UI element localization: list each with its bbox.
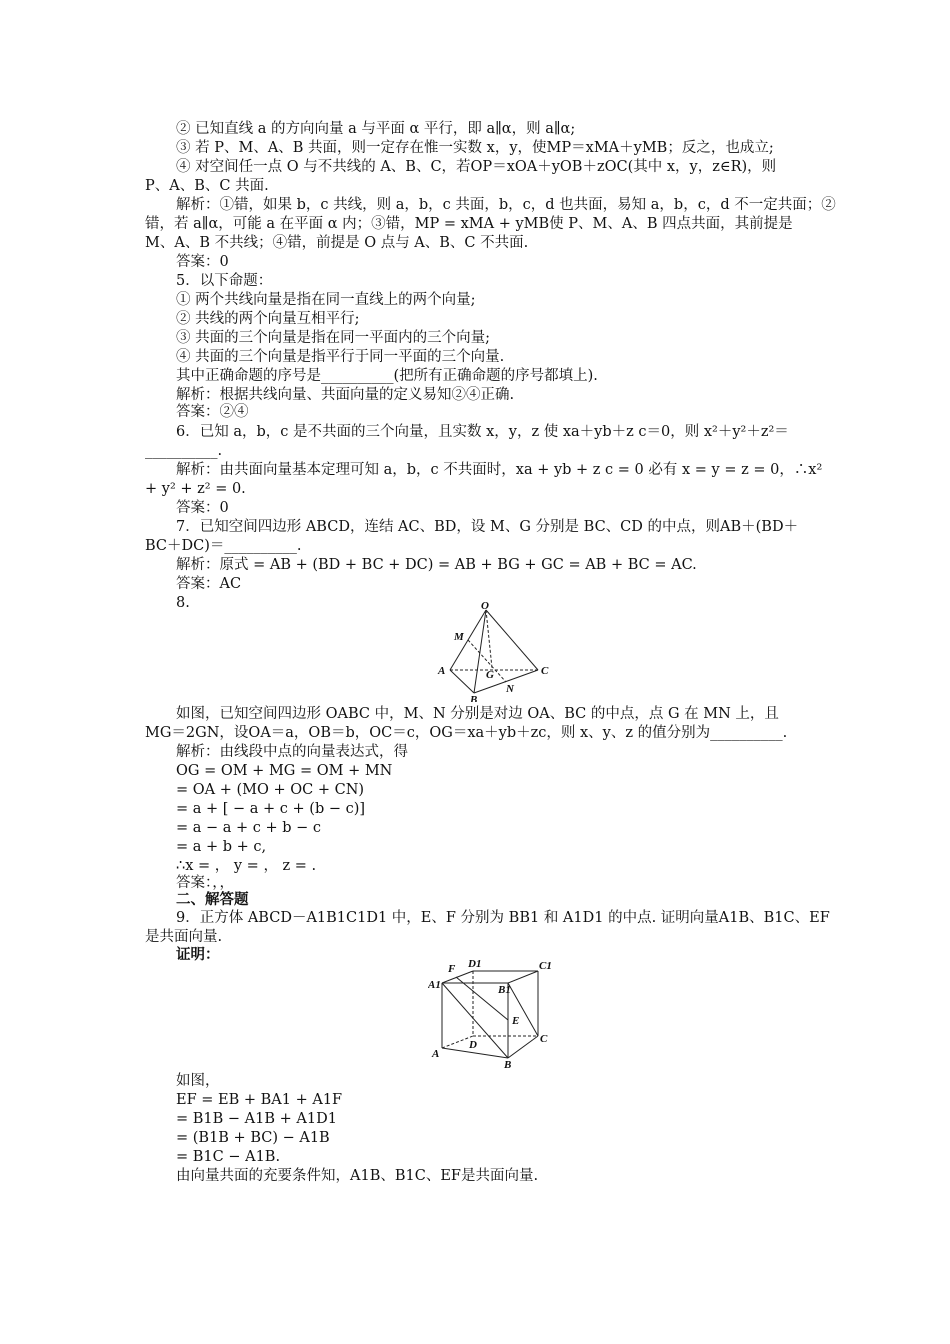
text-line: ② 共线的两个向量互相平行; [176,311,360,327]
edge-OC [486,610,538,670]
label-G: G [486,669,494,681]
text-line: + y² + z² = 0. [145,481,246,497]
edge-AB [450,670,474,693]
text-line: ④ 共面的三个向量是指平行于同一平面的三个向量. [176,349,505,365]
text-line: 解析：由共面向量基本定理可知 a，b，c 不共面时，xa + yb + z c = 0 必有 x = y = z = 0，∴x² [176,462,823,478]
text-line: 解析：根据共线向量、共面向量的定义易知②④正确. [176,387,515,403]
label-B1: B1 [498,984,511,996]
label-A: A [432,1048,440,1060]
text-line: __________. [145,443,223,459]
label-A1: A1 [428,979,441,991]
text-line: = OA + (MO + OC + CN) [176,782,365,798]
text-line: = B1B − A1B + A1D1 [176,1111,337,1127]
text-line: OG = OM + MG = OM + MN [176,763,393,779]
text-line: M、A、B 不共线；④错，前提是 O 点与 A、B、C 不共面. [145,235,529,251]
answer-line: 答案：0 [176,254,229,270]
text-line: MG＝2GN，设OA＝a，OB＝b，OC＝c，OG＝xa＋yb＋zc，则 x、y、z 的值分别为__________. [145,725,788,741]
label-E: E [512,1015,520,1027]
text-line: ③ 共面的三个向量是指在同一平面内的三个向量; [176,330,490,346]
label-N: N [506,683,514,695]
text-line: 如图， [176,1073,220,1089]
label-C: C [541,665,549,677]
label-C1: C1 [539,960,552,972]
label-D: D [469,1039,477,1051]
answer-line: 答案：②④ [176,404,249,420]
text-line: P、A、B、C 共面. [145,178,269,194]
text-line: 由向量共面的充要条件知，A1B、B1C、EF是共面向量. [176,1168,539,1184]
question-8: 8. [176,595,190,611]
text-line: = a − a + c + b − c [176,820,322,836]
answer-line: 答案：，， [176,875,234,891]
edge-B1C1 [508,971,538,983]
text-line: ③ 若 P、M、A、B 共面，则一定存在惟一实数 x，y，使MP＝xMA＋yMB；反之，也成立; [176,140,774,156]
label-D1: D1 [468,958,482,970]
text-line: = (B1B + BC) − A1B [176,1130,330,1146]
proof-label: 证明： [176,946,220,963]
question-7: 7．已知空间四边形 ABCD，连结 AC、BD，设 M、G 分别是 BC、CD 的中点，则AB＋(BD＋ [176,519,799,535]
label-F: F [448,963,456,975]
answer-line: 答案：AC [176,576,242,592]
label-M: M [454,631,464,643]
cube-figure [428,958,558,1070]
label-A: A [438,665,446,677]
text-line: = a + b + c, [176,839,267,855]
text-line: EF = EB + BA1 + A1F [176,1092,343,1108]
answer-line: 答案：0 [176,500,229,516]
segment-OG [486,610,492,668]
question-9: 9．正方体 ABCD－A1B1C1D1 中，E、F 分别为 BB1 和 A1D1 的中点. 证明向量A1B、B1C、EF [176,910,830,926]
text-line: 其中正确命题的序号是__________(把所有正确命题的序号都填上). [176,368,598,384]
text-line: 解析：由线段中点的向量表达式，得 [176,744,408,760]
section-heading: 二、解答题 [176,891,249,908]
text-line: 解析：原式 = AB + (BD + BC + DC) = AB + BG + GC = AB + BC = AC. [176,557,697,573]
text-line: = a + [ − a + c + (b − c)] [176,801,366,817]
label-B: B [504,1059,512,1070]
text-line: ④ 对空间任一点 O 与不共线的 A、B、C，若OP＝xOA＋yOB＋zOC(其中 x，y，z∈R)，则 [176,159,777,175]
diag-B1C [508,983,538,1036]
text-line: = B1C − A1B. [176,1149,281,1165]
text-line: ① 两个共线向量是指在同一直线上的两个向量; [176,292,476,308]
text-line: ② 已知直线 a 的方向向量 a 与平面 α 平行，即 a∥α，则 a∥α; [176,121,576,137]
label-C: C [540,1033,548,1045]
text-line: ∴x = ， y = ， z = . [176,858,317,874]
text-line: 错，若 a∥α，可能 a 在平面 α 内；③错，MP = xMA + yMB使 P、M、A、B 四点共面，其前提是 [145,216,793,232]
text-line: 如图，已知空间四边形 OABC 中，M、N 分别是对边 OA、BC 的中点，点 G 在 MN 上，且 [176,706,779,722]
text-line: BC＋DC)＝__________. [145,538,302,554]
edge-A1D1 [442,971,473,983]
label-O: O [481,600,489,612]
tetrahedron-figure [430,600,560,702]
text-line: 是共面向量. [145,929,223,945]
question-6: 6．已知 a，b，c 是不共面的三个向量，且实数 x，y，z 使 xa＋yb＋z c＝0，则 x²＋y²＋z²＝ [176,424,789,440]
question-5: 5．以下命题： [176,273,273,289]
edge-OB [474,610,486,693]
label-B: B [470,694,478,702]
text-line: 解析：①错，如果 b，c 共线，则 a，b，c 共面，b，c，d 也共面，易知 a，b，c，d 不一定共面；② [176,197,836,213]
edge-BC [508,1036,538,1058]
